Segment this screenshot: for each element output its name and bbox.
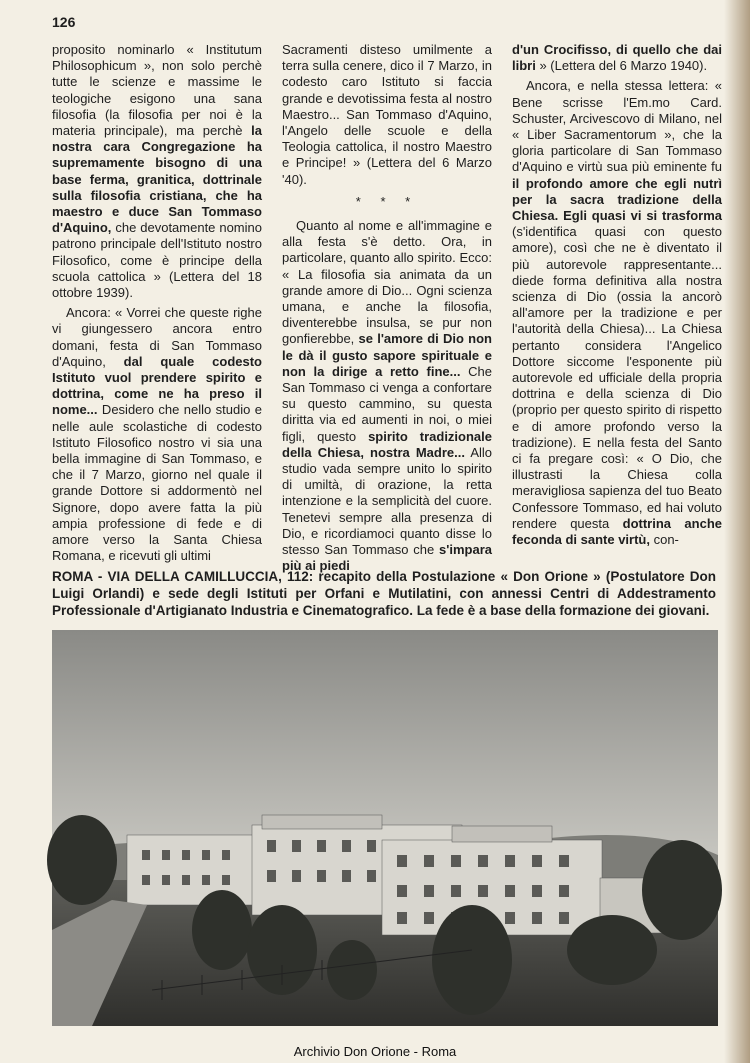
text-run: Che San Tommaso ci venga a confortare su questo cammino, su questa diritta via ed aumenti in noi, o miei figli, questo bbox=[282, 363, 493, 444]
paragraph bbox=[512, 42, 722, 74]
photo-caption: ROMA - VIA DELLA CAMILLUCCIA, 112: recapito della Postulazione « Don Orione » (Postulatore Don Luigi Orlandi) e sede degli Istituti per Orfani e Mutilatini, con annessi Centri di Addestramento Professionale d'Artigianato Industria e Cinematografico. La fede è a base della formazione dei giovani. bbox=[52, 569, 716, 618]
archive-footer: Archivio Don Orione - Roma bbox=[293, 1044, 457, 1059]
paragraph bbox=[282, 218, 492, 574]
text-run: Desidero che nello studio e nelle aule scolastiche di codesto Istituto Filosofico nostro vi sia una bella immagine di San Tommaso, e che il 7 Marzo, giorno nel quale il grande Dottore si addormentò nel Signore, dopo avere fatta la più ampia professione di fede e di amore verso la Santa Chiesa Romana, e ricevuti gli ultimi bbox=[52, 402, 262, 564]
page-spine-shadow bbox=[724, 0, 750, 1063]
column-3 bbox=[512, 42, 722, 552]
bold-text-run: il profondo amore che egli nutrì per la sacra tradizione della Chiesa. Egli quasi vi si trasforma bbox=[512, 175, 722, 224]
section-separator: * * * bbox=[355, 193, 419, 209]
text-run: proposito nominarlo « Institutum Philosophicum », non solo perchè tutte le scienze e massime le teologiche esigono una sana filosofia (la filosofia per noi è la materia principale), ma perchè bbox=[52, 42, 262, 139]
paragraph bbox=[512, 78, 722, 548]
paragraph bbox=[282, 42, 492, 188]
text-run: che devotamente nomino patrono principale dell'Istituto nostro Filosofico, come è principe della scuola cattolica » (Lettera del 18 ottobre 1939). bbox=[52, 220, 262, 301]
bold-text-run: se l'amore di Dio non le dà il gusto sapore spirituale e non la dirige a retto fine... bbox=[282, 331, 492, 379]
paragraph bbox=[52, 42, 262, 301]
bold-text-run: spirito tradizionale della Chiesa, nostra Madre... bbox=[282, 428, 492, 460]
text-run: Ancora, e nella stessa lettera: « Bene scrisse l'Em.mo Card. Schuster, Arcivescovo di Milano, nel « Liber Sacramentorum », che la gloria particolare di San Tommaso d'Aquino e virtù sua più eminente fu bbox=[512, 78, 722, 175]
article-columns bbox=[52, 42, 722, 574]
text-run: Ancora: « Vorrei che queste righe vi giungessero ancora entro domani, festa di San Tommaso d'Aquino, bbox=[52, 305, 262, 369]
text-run: (s'identifica quasi con questo amore), così che ne è diventato il più autorevole rappresentante... diede forma definitiva alla nostra scienza di Dio (ossia la ancorò all'amore per la tradizione e per l'autorità della Chiesa)... La Chiesa pertanto considera l'Angelico Dottore siccome l'esponente più autorevole ed ufficiale della propria dottrina e della scienza di Dio (proprio per questo spirito di rispetto e di amore profondo verso la tradizione). E nella festa del Santo ci fa pregare così: « O Dio, che illustrasti la Chiesa colla meravigliosa sapienza del tuo Beato Confessore Tommaso, ed hai voluto rendere questa bbox=[512, 224, 722, 531]
bold-text-run: la nostra cara Congregazione ha supremamente bisogno di una base ferma, granitica, dottrinale sulla filosofia cristiana, che ha maestro e duce San Tommaso d'Aquino, bbox=[52, 123, 262, 236]
bold-text-run: d'un Crocifisso, di quello che dai libri bbox=[512, 42, 722, 74]
text-run: con- bbox=[649, 532, 679, 548]
bold-text-run: dottrina anche feconda di sante virtù, bbox=[512, 515, 722, 548]
column-2 bbox=[282, 42, 493, 574]
bold-text-run: dal quale codesto Istituto vuol prendere spirito e dottrina, come ne ha preso il nome... bbox=[52, 353, 262, 418]
page-number: 126 bbox=[52, 14, 76, 30]
bold-text-run: s'impara più ai piedi bbox=[282, 542, 492, 574]
building-photo bbox=[52, 630, 718, 1026]
paragraph bbox=[52, 305, 262, 564]
text-run: Allo studio vada sempre unito lo spirito di umiltà, di orazione, la retta intenzione e la semplicità del cuore. Tenetevi sempre alla presenza di Dio, e ricordiamoci quanto disse lo stesso San Tommaso che bbox=[282, 444, 492, 558]
text-run: Quanto al nome e all'immagine e alla festa s'è detto. Ora, in particolare, quanto allo spirito. Ecco: « La filosofia sia animata da un grande amore di Dio... Ogni scienza umana, e anche la filosofia, diventerebbe insulsa, se pur non gonfierebbe, bbox=[282, 218, 492, 347]
column-1 bbox=[52, 42, 262, 564]
text-run: Sacramenti disteso umilmente a terra sulla cenere, dico il 7 Marzo, in codesto caro Istituto si faccia grande e devotissima festa al nostro Maestro... San Tommaso d'Aquino, l'Angelo delle scuole e della Teologia cattolica, il nostro Maestro e Principe! » (Lettera del 6 Marzo '40). bbox=[282, 42, 492, 187]
text-run: » (Lettera del 6 Marzo 1940). bbox=[535, 58, 708, 74]
